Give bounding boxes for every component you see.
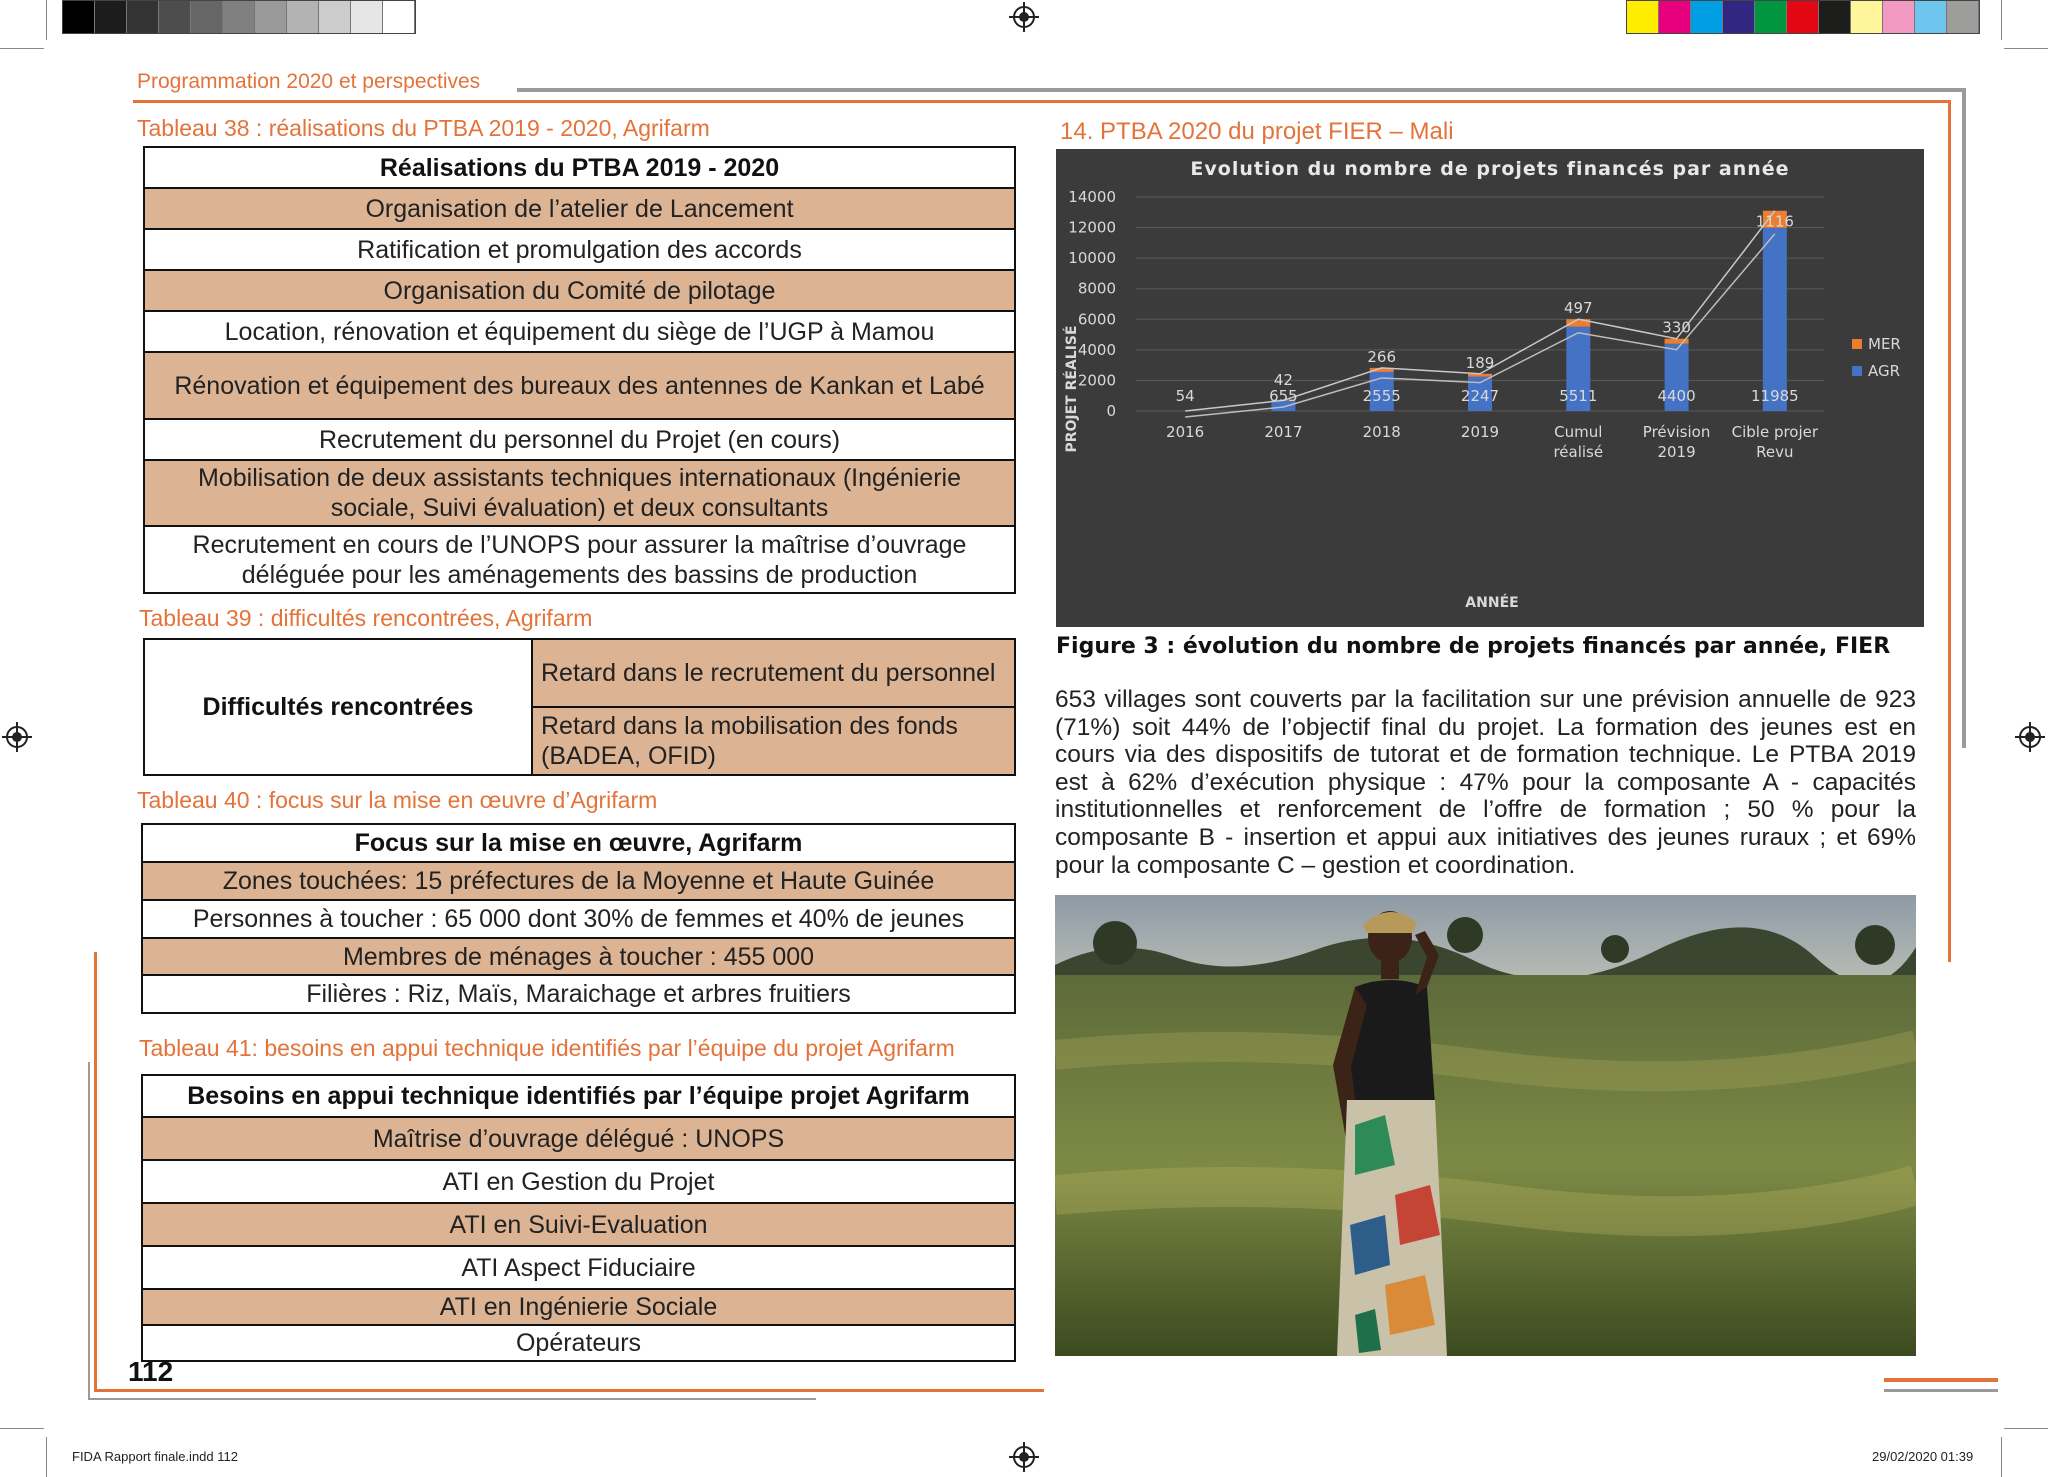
table-41 <box>141 1074 1016 1362</box>
section-heading: 14. PTBA 2020 du projet FIER – Mali <box>1060 118 1454 145</box>
chart-data-label-mer: 497 <box>1563 299 1593 318</box>
chart-data-label-agr: 5511 <box>1559 387 1598 405</box>
table-40-header: Focus sur la mise en œuvre, Agrifarm <box>142 824 1015 862</box>
crop-mark <box>2004 1428 2048 1429</box>
registration-mark-left <box>6 726 28 748</box>
chart-y-tick-label: 12000 <box>1068 218 1116 237</box>
chart-y-axis-label: PROJET RÉALISÉ <box>1064 325 1080 453</box>
chart-x-tick-label: Cible projer <box>1731 423 1819 441</box>
chart-data-label-mer: 42 <box>1273 371 1293 389</box>
chart-data-label-mer: 1116 <box>1755 212 1794 231</box>
registration-mark-right <box>2019 726 2041 748</box>
crop-mark <box>46 1437 47 1477</box>
legend-label-agr: AGR <box>1868 362 1901 380</box>
section-title: Programmation 2020 et perspectives <box>137 70 481 93</box>
chart-svg <box>1056 149 1924 627</box>
chart-x-tick-label: 2019 <box>1657 443 1696 461</box>
figure-caption: Figure 3 : évolution du nombre de projets financés par année, FIER <box>1056 634 1891 659</box>
table-39 <box>143 638 1016 776</box>
bottom-right-rule-gray <box>1884 1389 1998 1392</box>
table-41-row: ATI en Ingénierie Sociale <box>142 1289 1015 1325</box>
chart-data-label-agr: 2555 <box>1362 387 1401 405</box>
legend-label-mer: MER <box>1868 335 1901 353</box>
crop-mark <box>2001 1437 2002 1477</box>
bottom-rule-gray <box>88 1398 816 1400</box>
registration-mark-bottom <box>1013 1446 1035 1468</box>
chart-x-tick-label: réalisé <box>1553 443 1604 461</box>
chart-y-tick-label: 4000 <box>1077 340 1116 359</box>
chart-x-tick-label: 2016 <box>1166 423 1205 441</box>
chart-y-tick-label: 8000 <box>1077 279 1116 298</box>
chart-x-tick-label: 2019 <box>1460 423 1500 441</box>
chart-bar-agr <box>1763 228 1787 411</box>
table-38-row: Ratification et promulgation des accords <box>144 229 1015 270</box>
photo-illustration <box>1055 895 1916 1356</box>
legend-swatch-agr <box>1852 366 1862 376</box>
footer-file-info: FIDA Rapport finale.indd 112 <box>72 1449 238 1464</box>
table-38-row: Location, rénovation et équipement du siège de l’UGP à Mamou <box>144 311 1015 352</box>
table-38-row: Rénovation et équipement des bureaux des antennes de Kankan et Labé <box>144 352 1015 419</box>
right-border-orange <box>1948 100 1951 962</box>
table-38 <box>143 146 1016 594</box>
chart-y-tick-label: 2000 <box>1077 371 1116 390</box>
chart-x-tick-label: Prévision <box>1642 423 1711 441</box>
body-paragraph: 653 villages sont couverts par la facilitation sur une prévision annuelle de 923 (71%) soit 44% de l’objectif final du projet. La formation des jeunes est en cours via des dispositifs de tutorat et de formation technique. Le PTBA 2019 est à 62% d’exécution physique : 47% pour la composante A - capacités institutionnelles et renforcement de l’offre de formation ; 50 % pour la composante B - insertion et appui aux initiatives des jeunes ruraux ; et 69% pour la composante C – gestion et coordination. <box>1055 686 1916 879</box>
table-39-label: Difficultés rencontrées <box>144 639 532 775</box>
table-39-caption: Tableau 39 : difficultés rencontrées, Agrifarm <box>139 605 593 631</box>
table-38-header: Réalisations du PTBA 2019 - 2020 <box>144 147 1015 188</box>
crop-mark <box>46 0 47 40</box>
crop-mark <box>2001 0 2002 40</box>
chart-y-tick-label: 14000 <box>1068 188 1116 206</box>
footer-timestamp: 29/02/2020 01:39 <box>1872 1449 1974 1464</box>
chart-data-label-agr: 4400 <box>1657 387 1696 405</box>
chart-x-axis-label: ANNÉE <box>1465 595 1519 611</box>
registration-mark-top <box>1013 6 1035 28</box>
table-38-row: Organisation du Comité de pilotage <box>144 270 1015 311</box>
chart-data-label-agr: 2247 <box>1460 387 1500 405</box>
chart-x-tick-label: 2018 <box>1362 423 1401 441</box>
table-41-caption: Tableau 41: besoins en appui technique identifiés par l’équipe du projet Agrifarm <box>139 1035 955 1061</box>
table-38-row: Recrutement en cours de l’UNOPS pour assurer la maîtrise d’ouvrage déléguée pour les aménagements des bassins de production <box>144 526 1015 593</box>
table-38-caption: Tableau 38 : réalisations du PTBA 2019 - 2020, Agrifarm <box>137 115 710 141</box>
table-40-caption: Tableau 40 : focus sur la mise en œuvre d’Agrifarm <box>137 787 658 813</box>
chart-data-label-mer: 266 <box>1367 347 1397 366</box>
chart-data-label-mer: 330 <box>1662 318 1691 337</box>
page-number: 112 <box>128 1356 174 1387</box>
table-41-row: ATI Aspect Fiduciaire <box>142 1246 1015 1289</box>
chart-y-tick-label: 6000 <box>1077 310 1116 329</box>
table-40-row: Membres de ménages à toucher : 455 000 <box>142 938 1015 975</box>
chart-data-label-mer: 189 <box>1465 353 1495 372</box>
chart-x-tick-label: Cumul <box>1554 423 1603 441</box>
chart-y-tick-label: 10000 <box>1068 249 1116 268</box>
table-41-header: Besoins en appui technique identifiés par l’équipe projet Agrifarm <box>142 1075 1015 1117</box>
crop-mark <box>0 1428 44 1429</box>
left-border-gray <box>88 1062 90 1400</box>
crop-mark <box>0 48 44 49</box>
table-41-row: Maîtrise d’ouvrage délégué : UNOPS <box>142 1117 1015 1160</box>
header-rule-orange <box>133 100 1951 103</box>
table-38-row: Organisation de l’atelier de Lancement <box>144 188 1015 229</box>
process-color-bar <box>1626 0 1980 34</box>
chart-data-label-agr: 655 <box>1269 387 1298 405</box>
table-39-item: Retard dans le recrutement du personnel <box>532 639 1015 707</box>
bottom-rule-orange <box>94 1389 1044 1392</box>
chart-y-tick-label: 0 <box>1106 402 1116 420</box>
table-41-row: ATI en Suivi-Evaluation <box>142 1203 1015 1246</box>
photo-woman-in-rice-field <box>1055 895 1916 1356</box>
table-40 <box>141 823 1016 1014</box>
grayscale-color-bar <box>62 0 416 34</box>
chart-title: Evolution du nombre de projets financés par année <box>1190 158 1790 180</box>
bottom-right-rule-orange <box>1884 1378 1998 1382</box>
table-41-row: ATI en Gestion du Projet <box>142 1160 1015 1203</box>
left-border-orange <box>94 952 97 1392</box>
table-40-row: Personnes à toucher : 65 000 dont 30% de femmes et 40% de jeunes <box>142 900 1015 938</box>
table-39-item: Retard dans la mobilisation des fonds (BADEA, OFID) <box>532 707 1015 775</box>
table-38-row: Recrutement du personnel du Projet (en cours) <box>144 419 1015 460</box>
header-rule-gray <box>517 88 1965 92</box>
table-40-row: Zones touchées: 15 préfectures de la Moyenne et Haute Guinée <box>142 862 1015 900</box>
chart-data-label-agr: 54 <box>1175 387 1195 405</box>
chart-x-tick-label: Revu <box>1756 443 1794 461</box>
right-border-gray <box>1962 88 1966 748</box>
bar-chart <box>1056 149 1924 627</box>
table-41-row: Opérateurs <box>142 1325 1015 1361</box>
chart-data-label-agr: 11985 <box>1750 387 1799 405</box>
legend-swatch-mer <box>1852 339 1862 349</box>
table-38-row: Mobilisation de deux assistants techniques internationaux (Ingénierie sociale, Suivi évaluation) et deux consultants <box>144 460 1015 526</box>
table-40-row: Filières : Riz, Maïs, Maraichage et arbres fruitiers <box>142 975 1015 1013</box>
crop-mark <box>2004 48 2048 49</box>
chart-x-tick-label: 2017 <box>1264 423 1303 441</box>
